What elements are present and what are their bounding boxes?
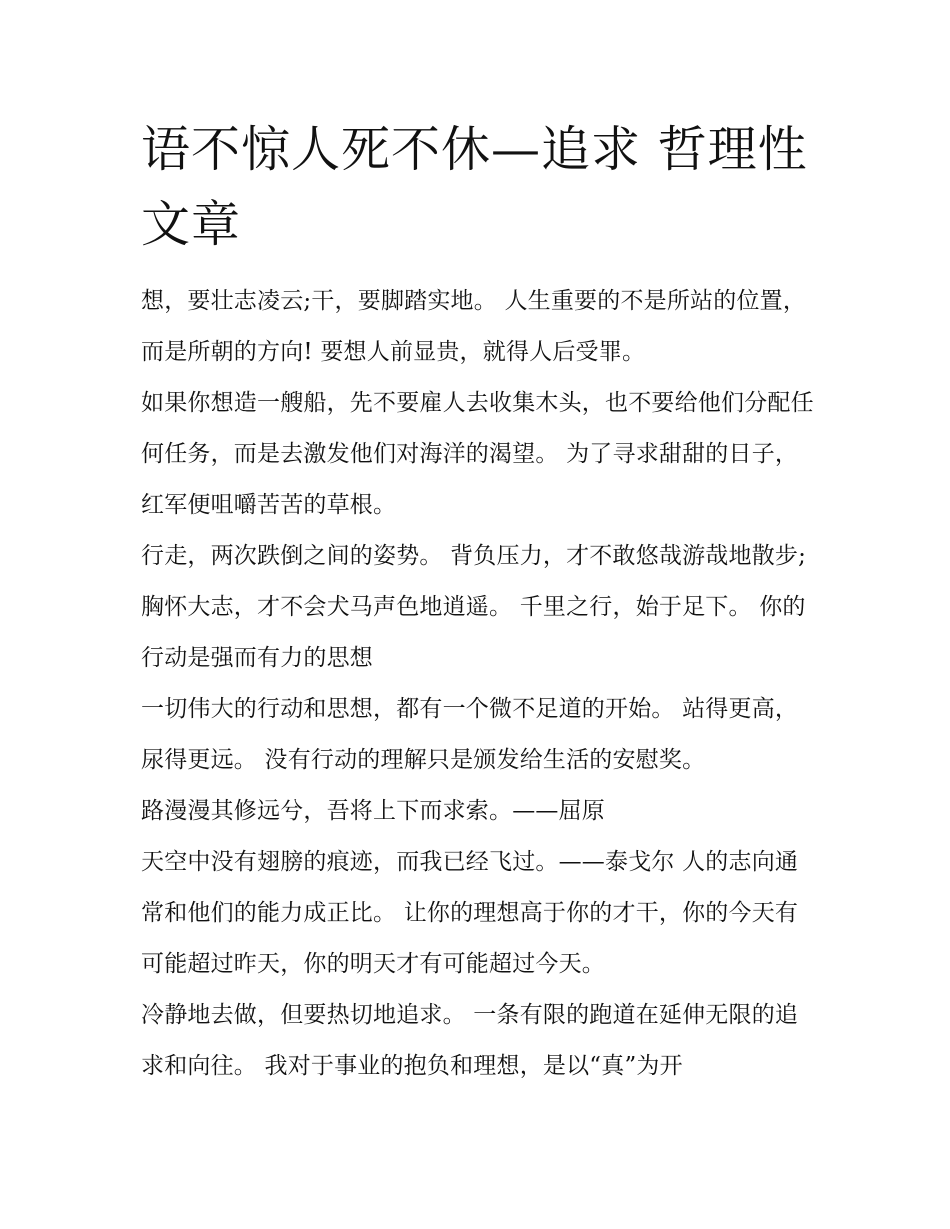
document-title: 语不惊人死不休—追求 哲理性文章	[141, 121, 808, 253]
paragraph: 天空中没有翅膀的痕迹，而我已经飞过。——泰戈尔 人的志向通常和他们的能力成正比。 让你的理想高于你的才干，你的今天有可能超过昨天，你的明天才有可能超过今天。	[141, 849, 799, 977]
paragraph: 一切伟大的行动和思想，都有一个微不足道的开始。 站得更高，尿得更远。 没有行动的理解只是颁发给生活的安慰奖。	[141, 696, 799, 773]
paragraph: 想，要壮志凌云;干，要脚踏实地。 人生重要的不是所站的位置，而是所朝的方向! 要想人前显贵，就得人后受罪。	[141, 288, 807, 365]
paragraph: 冷静地去做，但要热切地追求。 一条有限的跑道在延伸无限的追求和向往。 我对于事业的抱负和理想，是以“真”为开	[141, 1002, 799, 1079]
document-body	[141, 276, 821, 1092]
paragraph: 如果你想造一艘船，先不要雇人去收集木头，也不要给他们分配任何任务，而是去激发他们对海洋的渴望。 为了寻求甜甜的日子，红军便咀嚼苦苦的草根。	[141, 390, 814, 518]
quote-paragraph: 路漫漫其修远兮，吾将上下而求索。——屈原	[141, 798, 605, 824]
paragraph: 行走，两次跌倒之间的姿势。 背负压力，才不敢悠哉游哉地散步;胸怀大志，才不会犬马声色地逍遥。 千里之行，始于足下。 你的行动是强而有力的思想	[141, 543, 807, 671]
